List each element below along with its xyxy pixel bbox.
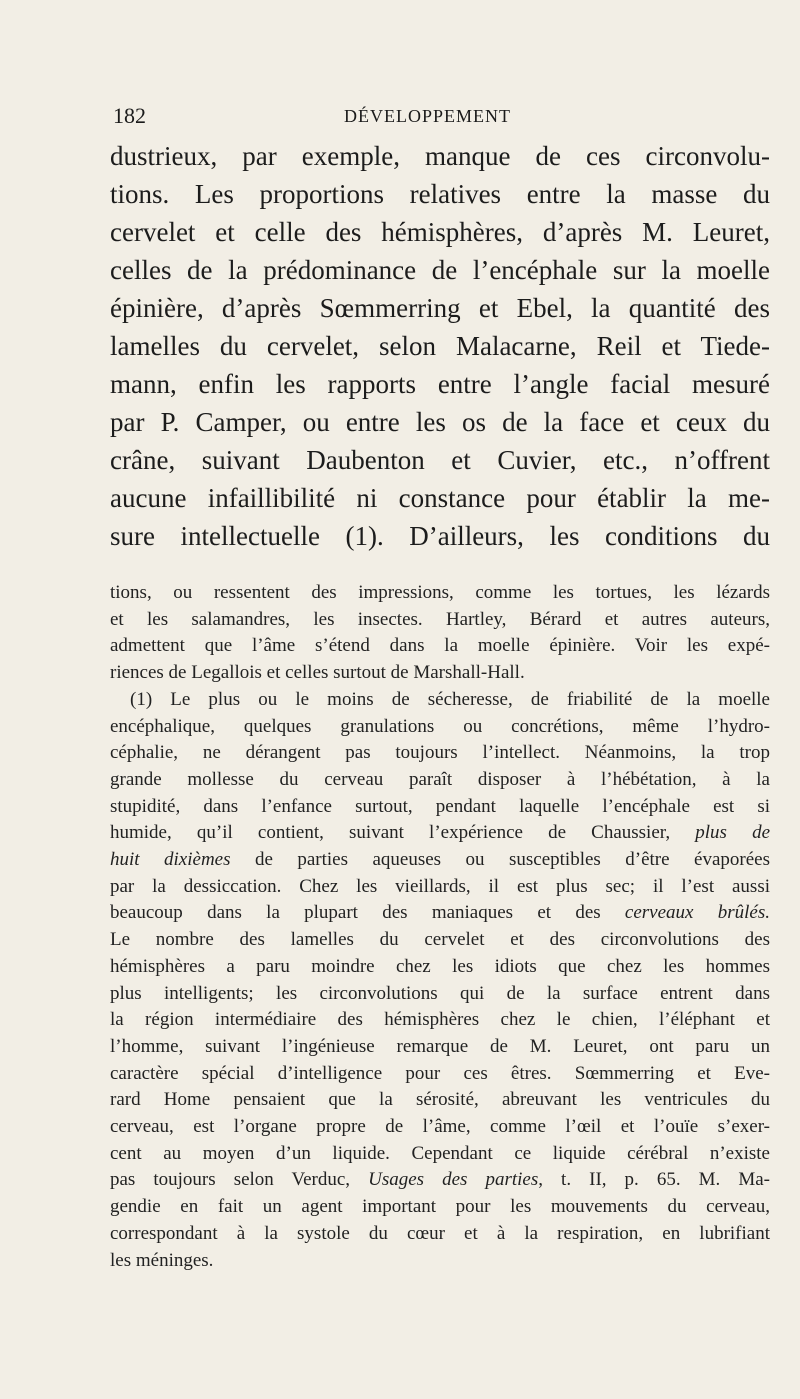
footnote-line: grande mollesse du cerveau paraît disposer à l’hébétation, à la xyxy=(110,768,770,790)
main-text xyxy=(110,137,770,555)
footnote-line: rard Home pensaient que la sérosité, abreuvant les ventricules du xyxy=(110,1089,770,1111)
main-text-line: épinière, d’après Sœmmerring et Ebel, la quantité des xyxy=(110,293,770,323)
main-text-line: dustrieux, par exemple, manque de ces circonvolu- xyxy=(110,141,770,171)
footnote-line: la région intermédiaire des hémisphères chez le chien, l’éléphant et xyxy=(110,1009,770,1031)
footnote-line xyxy=(110,900,770,927)
footnote-text: humide, qu’il contient, suivant l’expérience de Chaussier, xyxy=(110,822,696,844)
footnote-line: céphalie, ne dérangent pas toujours l’intellect. Néanmoins, la trop xyxy=(110,742,770,764)
footnote-line xyxy=(110,1167,770,1194)
main-text-line: sure intellectuelle (1). D’ailleurs, les conditions du xyxy=(110,521,770,551)
footnote-continuation-line: riences de Legallois et celles surtout de Marshall-Hall. xyxy=(110,662,525,684)
footnote-line: l’homme, suivant l’ingénieuse remarque de M. Leuret, ont paru un xyxy=(110,1035,770,1057)
footnote-line: correspondant à la systole du cœur et à la respiration, en lubrifiant xyxy=(110,1222,770,1244)
footnote-line: hémisphères a paru moindre chez les idiots que chez les hommes xyxy=(110,955,770,977)
main-text-line: cervelet et celle des hémisphères, d’après M. Leuret, xyxy=(110,217,770,247)
main-text-line: celles de la prédominance de l’encéphale sur la moelle xyxy=(110,255,770,285)
main-text-line: par P. Camper, ou entre les os de la face et ceux du xyxy=(110,407,770,437)
footnote-continuation-line: et les salamandres, les insectes. Hartley, Bérard et autres auteurs, xyxy=(110,608,770,630)
footnote-line xyxy=(110,847,770,874)
footnote-text: , t. II, p. 65. M. Ma- xyxy=(538,1169,770,1191)
footnote-line: gendie en fait un agent important pour les mouvements du cerveau, xyxy=(110,1196,770,1218)
footnote-text: de parties aqueuses ou susceptibles d’être évaporées xyxy=(230,849,770,871)
footnote-line: stupidité, dans l’enfance surtout, pendant laquelle l’encéphale est si xyxy=(110,795,770,817)
footnotes xyxy=(110,580,770,1274)
footnote-last-line: les méninges. xyxy=(110,1249,214,1271)
running-title: DÉVELOPPEMENT xyxy=(344,106,511,126)
main-text-line: aucune infaillibilité ni constance pour établir la me- xyxy=(110,483,770,513)
footnote-line: Le nombre des lamelles du cervelet et des circonvolutions des xyxy=(110,929,770,951)
footnote-italic-text: Usages des parties xyxy=(368,1169,539,1191)
main-text-line: tions. Les proportions relatives entre la masse du xyxy=(110,179,770,209)
footnote-1-first-line: (1) Le plus ou le moins de sécheresse, de friabilité de la moelle xyxy=(130,688,770,710)
footnote-line: plus intelligents; les circonvolutions qui de la surface entrent dans xyxy=(110,982,770,1004)
footnote-line: caractère spécial d’intelligence pour ces êtres. Sœmmerring et Eve- xyxy=(110,1062,770,1084)
footnote-continuation-line: tions, ou ressentent des impressions, comme les tortues, les lézards xyxy=(110,582,770,603)
main-text-line: crâne, suivant Daubenton et Cuvier, etc., n’offrent xyxy=(110,445,770,475)
footnote-line xyxy=(110,820,770,847)
footnote-text: beaucoup dans la plupart des maniaques et des xyxy=(110,902,625,924)
footnote-italic-text: cerveaux brûlés. xyxy=(624,902,770,924)
footnote-line: encéphalique, quelques granulations ou concrétions, même l’hydro- xyxy=(110,715,770,737)
page-header xyxy=(110,103,770,135)
footnote-italic-text: plus de xyxy=(695,822,771,844)
footnote-line: cent au moyen d’un liquide. Cependant ce liquide cérébral n’existe xyxy=(110,1142,770,1164)
main-text-line: lamelles du cervelet, selon Malacarne, Reil et Tiede- xyxy=(110,331,770,361)
page-number: 182 xyxy=(113,103,146,128)
main-text-line: mann, enfin les rapports entre l’angle facial mesuré xyxy=(110,369,770,399)
footnote-continuation-line: admettent que l’âme s’étend dans la moelle épinière. Voir les expé- xyxy=(110,635,770,657)
footnote-italic-text: huit dixièmes xyxy=(110,849,231,871)
footnote-line: par la dessiccation. Chez les vieillards, il est plus sec; il l’est aussi xyxy=(110,875,770,897)
footnote-text: pas toujours selon Verduc, xyxy=(110,1169,369,1191)
footnote-line: cerveau, est l’organe propre de l’âme, comme l’œil et l’ouïe s’exer- xyxy=(110,1116,770,1138)
